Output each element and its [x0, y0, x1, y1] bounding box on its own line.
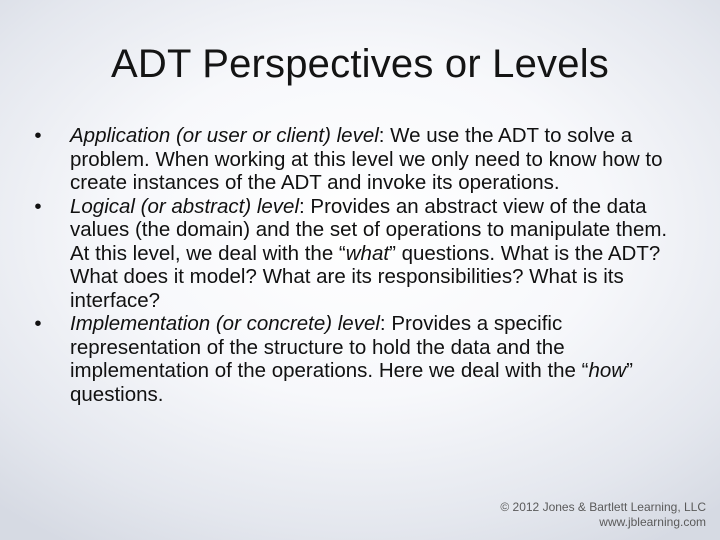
emphasis-what: what — [345, 241, 390, 265]
bullet-implementation-level — [28, 312, 688, 406]
website-text: www.jblearning.com — [599, 515, 706, 529]
emphasis-how: how — [588, 359, 627, 382]
bullet-logical-level — [28, 195, 688, 313]
term-application-level: Application (or user or client) level — [70, 124, 379, 147]
term-implementation-level: Implementation (or concrete) level — [70, 312, 380, 335]
description-application-level: : We use the ADT to solve a problem. When working at this level we only need to know how to create instances of the ADT and invoke its operations. — [70, 124, 663, 194]
description-logical-level-part2: ” questions. What is the ADT? What does it model? What are its responsibilities? What is its interface? — [70, 241, 661, 312]
term-logical-level: Logical (or abstract) level — [70, 194, 300, 218]
bullet-dot: • — [34, 312, 42, 335]
description-implementation-level-part2: ” questions. — [70, 359, 633, 406]
bullet-application-level — [28, 124, 688, 195]
publisher-footer — [500, 500, 706, 530]
bullet-dot: • — [34, 194, 42, 218]
slide-title: ADT Perspectives or Levels — [111, 42, 609, 86]
bullet-list — [28, 124, 688, 406]
bullet-dot: • — [34, 124, 42, 147]
description-implementation-level-part1: : Provides a specific representation of the structure to hold the data and the implementation of the operations. Here we deal with the “ — [70, 312, 589, 382]
description-logical-level-part1: : Provides an abstract view of the data values (the domain) and the set of operations to manipulate them. At this level, we deal with the “ — [70, 194, 668, 265]
copyright-text: © 2012 Jones & Bartlett Learning, LLC — [500, 500, 706, 514]
